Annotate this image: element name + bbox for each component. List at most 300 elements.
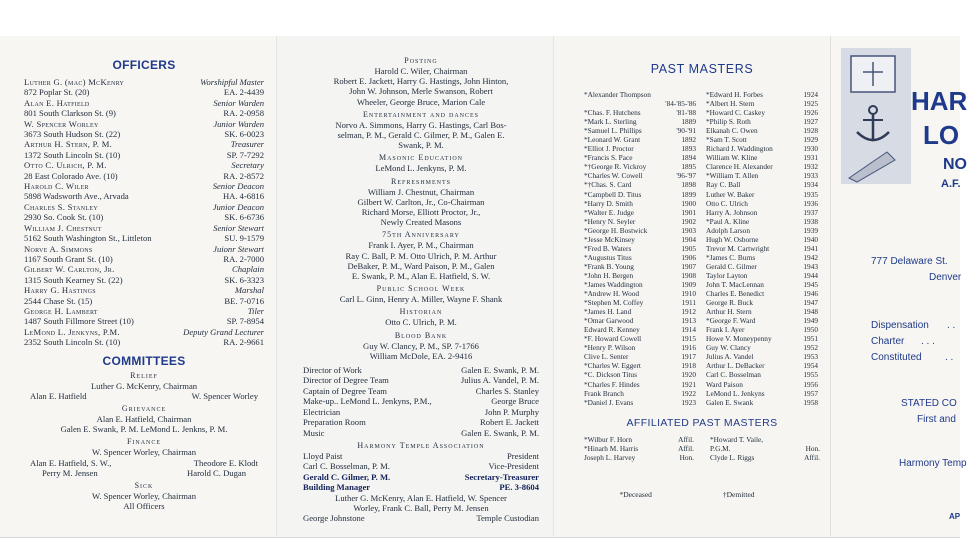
master-name: Clyde L. Riggs: [710, 452, 755, 462]
duty-role: Make-up.. LeMond L. Jenkyns, P.M.,: [303, 396, 432, 407]
master-name: *Augustus Titus: [584, 252, 632, 262]
past-master-row: [706, 343, 818, 352]
duty-role: Music: [303, 427, 325, 438]
harmony-label: Harmony Temple Association: [357, 440, 485, 450]
master-year: 1909: [681, 279, 696, 289]
master-name: *Henry P. Wilson: [584, 343, 636, 353]
past-master-row: [584, 226, 696, 235]
officer-phone: SK. 6-3323: [224, 274, 264, 285]
master-year: 1932: [803, 162, 818, 172]
master-name: *Samuel L. Phillips: [584, 126, 642, 136]
officer-phone: SU. 9-1579: [224, 233, 264, 244]
master-year: 1937: [803, 207, 818, 217]
officer-title: Worshipful Master: [200, 77, 264, 87]
relief-member-right: W. Spencer Worley: [191, 390, 258, 401]
master-year: 1943: [803, 261, 818, 271]
officer-address-row: [24, 233, 264, 243]
officer-address-row: [24, 191, 264, 201]
officer-row: [24, 77, 264, 87]
section-line: Frank I. Ayer, P. M., Chairman: [368, 240, 474, 251]
master-year: 1898: [681, 180, 696, 190]
finance-chair: W. Spencer Worley, Chairman: [92, 447, 196, 458]
past-master-row: [706, 389, 818, 398]
lodge-number: NO: [943, 156, 967, 173]
grievance-members: Galen E. Swank, P. M. LeMond L. Jenkns, P. M.: [60, 424, 228, 435]
officer-title: Senior Deacon: [212, 181, 264, 192]
officer-title: Senior Stewart: [213, 222, 264, 233]
relief-members: [24, 391, 264, 401]
master-year: 1940: [803, 234, 818, 244]
master-name: Ray C. Ball: [706, 180, 741, 190]
master-name: *Hinarh M. Harris: [584, 443, 639, 453]
harmony-row: [303, 472, 539, 482]
master-name: *Wilbur F. Horn: [584, 434, 632, 444]
affiliated-row: [584, 435, 694, 444]
past-master-row: [584, 99, 696, 108]
master-name: *George F. Ward: [706, 316, 756, 326]
finance-label: Finance: [126, 437, 162, 447]
section-label: Historian: [399, 307, 443, 317]
past-master-row: [584, 352, 696, 361]
officer-title: Juionr Stewart: [213, 243, 264, 254]
master-year: 1941: [803, 243, 818, 253]
master-name: *Daniel J. Evans: [584, 397, 634, 407]
officer-address: 28 East Colorado Ave. (10): [24, 170, 118, 181]
past-master-row: [584, 370, 696, 379]
officer-address: 2930 So. Cook St. (10): [24, 212, 104, 223]
section-label: Blood Bank: [394, 330, 448, 340]
legend: [584, 490, 820, 499]
duty-role: Preparation Room: [303, 417, 366, 428]
master-year: 1928: [803, 126, 818, 136]
master-year: 1895: [681, 162, 696, 172]
officer-address-row: [24, 150, 264, 160]
past-master-row: [584, 190, 696, 199]
master-name: *Harry D. Smith: [584, 198, 633, 208]
officer-name: Otto C. Ulrich, P. M.: [24, 160, 107, 171]
duty-role: Captain of Degree Team: [303, 385, 387, 396]
officer-phone: SP. 7-8954: [226, 316, 264, 327]
master-year: 1901: [681, 207, 696, 217]
section-label: Posting: [404, 56, 438, 65]
master-year: 1918: [681, 361, 696, 371]
officer-row: [24, 306, 264, 316]
past-master-row: [706, 90, 818, 99]
master-year: 1931: [803, 153, 818, 163]
section-line: Richard Morse, Elliott Proctor, Jr.,: [361, 207, 481, 218]
master-year: 1955: [803, 370, 818, 380]
master-name: *Leonard W. Grant: [584, 135, 641, 145]
section-line: Swank, P. M.: [398, 140, 444, 151]
master-name: Arthur H. Stern: [706, 307, 752, 317]
master-name: William W. Kline: [706, 153, 758, 163]
master-name: Carl C. Bosselman: [706, 370, 761, 380]
duty-row: [303, 365, 539, 375]
section-line: John W. Johnson, Merle Swanson, Robert: [349, 86, 493, 97]
harmony-name: Lloyd Paist: [303, 450, 343, 461]
past-master-row: [584, 271, 696, 280]
master-name: *James H. Land: [584, 307, 632, 317]
master-year: 1946: [803, 289, 818, 299]
master-name: Guy W. Clancy: [706, 343, 751, 353]
cover-panel: [830, 36, 967, 536]
cover-footer: AP: [949, 512, 961, 521]
officer-title: Chaplain: [232, 264, 264, 275]
past-master-row: [706, 361, 818, 370]
officer-row: [24, 285, 264, 295]
master-year: '96-'97: [676, 171, 696, 181]
past-master-row: [706, 171, 818, 180]
master-year: 1913: [681, 316, 696, 326]
past-master-row: [706, 325, 818, 334]
officer-row: [24, 98, 264, 108]
past-master-row: [706, 226, 818, 235]
master-year: 1930: [803, 144, 818, 154]
charter-dots: . . .: [921, 336, 935, 347]
officer-address-row: [24, 275, 264, 285]
master-year: 1923: [681, 397, 696, 407]
officers-panel: [0, 36, 276, 536]
officer-address: 5898 Wadsworth Ave., Arvada: [24, 191, 129, 202]
officer-phone: RA. 2-8572: [223, 170, 264, 181]
officer-address: 3673 South Hudson St. (22): [24, 129, 121, 140]
master-name: *Fred B. Waters: [584, 243, 632, 253]
harmony-title: President: [507, 450, 539, 461]
relief-member-left: Alan E. Hatfield: [30, 390, 87, 401]
affiliated-row: [710, 444, 820, 453]
master-name: *Alexander Thompson: [584, 90, 651, 99]
master-year: 1914: [681, 325, 696, 335]
officer-phone: SP. 7-7292: [226, 149, 264, 160]
relief-chair: Luther G. McKenry, Chairman: [90, 380, 198, 391]
past-master-row: [706, 253, 818, 262]
master-name: Frank I. Ayer: [706, 325, 745, 335]
officer-title: Junior Warden: [213, 118, 264, 129]
master-name: Otto C. Ulrich: [706, 198, 748, 208]
master-name: *Henry N. Seyler: [584, 216, 636, 226]
finance-member: Harold C. Dugan: [187, 467, 246, 478]
past-master-row: [706, 235, 818, 244]
grievance-label: Grievance: [121, 403, 167, 413]
section-line: Wheeler, George Bruce, Marion Cale: [356, 96, 486, 107]
constituted-label: Constituted: [871, 352, 922, 363]
master-year: 1954: [803, 361, 818, 371]
master-year: 1925: [803, 99, 818, 109]
officer-address: 5162 South Washington St., Littleton: [24, 233, 152, 244]
master-year: Hon.: [679, 452, 694, 462]
harmony-row: [303, 482, 539, 492]
master-name: George R. Buck: [706, 298, 754, 308]
past-master-row: [584, 208, 696, 217]
officer-name: Charles S. Stanley: [24, 201, 98, 212]
officer-title: Deputy Grand Lecturer: [183, 326, 264, 337]
past-master-row: [584, 108, 696, 117]
master-year: 1947: [803, 298, 818, 308]
past-master-row: [706, 316, 818, 325]
duty-person: Galen E. Swank, P. M.: [461, 365, 539, 376]
section-line: Robert E. Jackett, Harry G. Hastings, John Hinton,: [333, 76, 509, 87]
master-name: *Albert H. Stern: [706, 99, 755, 109]
committees-panel: [276, 36, 553, 536]
master-name: *Sam T. Scott: [706, 135, 747, 145]
past-master-row: [584, 289, 696, 298]
past-master-row: [706, 162, 818, 171]
officer-name: Harry G. Hastings: [24, 285, 96, 296]
officer-address-row: [24, 87, 264, 97]
constituted-dots: . .: [945, 352, 954, 363]
master-year: 1894: [681, 153, 696, 163]
master-name: *C. Dickson Titus: [584, 370, 637, 380]
harmony-row: [303, 451, 539, 461]
officer-phone: RA. 2-0958: [223, 108, 264, 119]
harmony-row: [303, 461, 539, 471]
master-year: 1926: [803, 108, 818, 118]
affiliated-row: [710, 453, 820, 462]
masonic-emblem-icon: [841, 48, 911, 184]
master-name: *Charles W. Cowell: [584, 171, 643, 181]
officer-name: Norve A. Simmons: [24, 243, 93, 254]
master-year: 1929: [803, 135, 818, 145]
master-name: Trevor M. Cartwright: [706, 243, 770, 253]
past-master-row: [584, 144, 696, 153]
past-master-row: [706, 244, 818, 253]
past-master-row: [706, 307, 818, 316]
past-master-row: [706, 398, 818, 407]
duty-person: Robert E. Jackett: [480, 417, 539, 428]
officer-phone: SK. 6-0023: [224, 129, 264, 140]
master-name: LeMond L. Jenkyns: [706, 388, 765, 398]
officer-row: [24, 160, 264, 170]
demitted-note: †Demitted: [722, 489, 755, 499]
master-year: 1934: [803, 180, 818, 190]
past-master-row: [584, 280, 696, 289]
master-year: 1953: [803, 352, 818, 362]
master-year: 1916: [681, 343, 696, 353]
section-line: E. Swank, P. M., Alan E. Hatfield, S. W.: [351, 271, 491, 282]
officer-phone: EA. 2-4439: [223, 87, 264, 98]
past-master-row: [706, 135, 818, 144]
master-name: *Mark L. Sterling: [584, 117, 637, 127]
past-master-row: [584, 380, 696, 389]
meeting-schedule: First and: [917, 414, 956, 425]
section-line: Norvo A. Simmons, Harry G. Hastings, Carl Bos-: [335, 119, 507, 130]
past-master-row: [584, 343, 696, 352]
master-name: Luther W. Baker: [706, 189, 755, 199]
master-name: Frank Branch: [584, 388, 624, 398]
past-master-row: [706, 298, 818, 307]
section-line: Newly Created Masons: [380, 217, 462, 228]
past-master-row: [584, 298, 696, 307]
master-name: *F. Howard Cowell: [584, 334, 642, 344]
past-master-row: [706, 199, 818, 208]
affiliated-row: [710, 435, 820, 444]
master-year: 1889: [681, 117, 696, 127]
master-year: 1956: [803, 379, 818, 389]
master-name: Howe V. Moneypenny: [706, 334, 772, 344]
duty-role: Director of Work: [303, 365, 362, 376]
duty-person: Galen E. Swank, P. M.: [461, 427, 539, 438]
past-master-row: [584, 325, 696, 334]
past-master-row: [706, 180, 818, 189]
officer-address-row: [24, 129, 264, 139]
officers-heading: OFFICERS: [112, 58, 176, 72]
officer-address: 1315 South Kearney St. (22): [24, 274, 123, 285]
master-year: 1911: [681, 298, 696, 308]
master-name: Hugh W. Osborne: [706, 234, 759, 244]
master-year: 1950: [803, 325, 818, 335]
section-line: William McDole, EA. 2-9416: [369, 350, 473, 361]
duty-person: George Bruce: [491, 396, 539, 407]
finance-member: Theodore E. Klodt: [193, 457, 258, 468]
lodge-affiliation: A.F.: [941, 178, 961, 190]
officer-name: William J. Chestnut: [24, 222, 102, 233]
master-name: *Elliot J. Proctor: [584, 144, 634, 154]
officer-name: Luther G. (mac) McKenry: [24, 77, 125, 87]
past-masters-right-column: [706, 90, 818, 407]
past-master-row: [584, 235, 696, 244]
master-year: 1945: [803, 279, 818, 289]
harmony-name: Building Manager: [303, 482, 371, 493]
master-name: Taylor Layton: [706, 270, 748, 280]
duty-row: [303, 417, 539, 427]
officer-address-row: [24, 337, 264, 347]
section-label: Refreshments: [390, 176, 451, 186]
past-master-row: [584, 162, 696, 171]
master-name: Richard J. Waddington: [706, 144, 773, 154]
master-name: Harry A. Johnson: [706, 207, 758, 217]
master-year: 1920: [681, 370, 696, 380]
duty-role: Electrician: [303, 406, 341, 417]
officer-address: 1167 South Grant St. (10): [24, 253, 113, 264]
master-year: 1933: [803, 171, 818, 181]
duty-row: [303, 428, 539, 438]
master-name: *Francis S. Pace: [584, 153, 633, 163]
section-line: Gilbert W. Carlton, Jr., Co-Chairman: [357, 196, 485, 207]
officer-phone: RA. 2-7000: [223, 253, 264, 264]
master-name: *Stephen M. Coffey: [584, 298, 644, 308]
past-master-row: [584, 389, 696, 398]
master-year: '84-'85-'86: [665, 99, 696, 109]
lodge-address: 777 Delaware St.: [871, 256, 948, 267]
master-year: 1902: [681, 216, 696, 226]
master-name: Charles E. Benedict: [706, 289, 765, 299]
master-year: 1922: [681, 388, 696, 398]
master-year: 1949: [803, 316, 818, 326]
officer-row: [24, 139, 264, 149]
lodge-title-line2: LO: [923, 120, 960, 150]
master-year: 1935: [803, 189, 818, 199]
officer-phone: SK. 6-6736: [224, 212, 264, 223]
past-master-row: [706, 271, 818, 280]
officer-row: [24, 244, 264, 254]
master-year: 1907: [681, 261, 696, 271]
master-year: Hon.: [805, 443, 820, 453]
past-master-row: [584, 307, 696, 316]
master-year: 1938: [803, 216, 818, 226]
officer-name: George H. Lambert: [24, 305, 98, 316]
master-year: 1924: [803, 90, 818, 99]
master-year: 1915: [681, 334, 696, 344]
officer-name: Alan E. Hatfield: [24, 97, 90, 108]
officer-row: [24, 264, 264, 274]
officer-address: 1487 South Fillmore Street (10): [24, 316, 134, 327]
section-line: Otto C. Ulrich, P. M.: [385, 317, 457, 328]
master-name: Arthur L. DeBacker: [706, 361, 765, 371]
master-year: 1908: [681, 270, 696, 280]
officer-title: Tiler: [247, 305, 264, 316]
meeting-place: Harmony Temp: [899, 458, 967, 469]
officer-title: Junior Deacon: [212, 201, 264, 212]
master-name: *Charles W. Eggert: [584, 361, 641, 371]
master-year: '81-'88: [676, 108, 696, 118]
past-master-row: [706, 352, 818, 361]
master-name: Ward Paison: [706, 379, 743, 389]
master-name: *Jesse McKinsey: [584, 234, 635, 244]
past-master-row: [584, 398, 696, 407]
master-name: *John H. Bergen: [584, 270, 634, 280]
dispensation-dots: . .: [947, 320, 956, 331]
past-master-row: [706, 262, 818, 271]
past-master-row: [706, 217, 818, 226]
deceased-note: *Deceased: [619, 489, 652, 499]
sick-members: All Officers: [123, 501, 165, 512]
harmony-custodian: [303, 513, 539, 523]
master-year: 1951: [803, 334, 818, 344]
affiliated-left-column: [584, 435, 694, 462]
master-name: *†George R. Vickroy: [584, 162, 647, 172]
officer-title: Marshal: [234, 285, 264, 296]
officer-phone: BE. 7-0716: [224, 295, 264, 306]
section-line: Harold C. Wiler, Chairman: [374, 66, 468, 76]
past-master-row: [706, 108, 818, 117]
master-name: Adolph Larson: [706, 225, 750, 235]
master-year: 1936: [803, 198, 818, 208]
officer-title: Senior Warden: [213, 97, 264, 108]
master-year: 1952: [803, 343, 818, 353]
master-name: *George H. Bostwick: [584, 225, 648, 235]
master-name: *William T. Allen: [706, 171, 759, 181]
officer-address: 2352 South Lincoln St. (10): [24, 337, 121, 348]
finance-member: Perry M. Jensen: [42, 467, 98, 478]
master-name: *Chas. F. Hutchens: [584, 108, 641, 118]
duty-row: [303, 375, 539, 385]
officer-address: 2544 Chase St. (15): [24, 295, 93, 306]
master-name: *†Chas. S. Card: [584, 180, 632, 190]
lodge-title-line1: HAR: [911, 86, 967, 116]
duties-list: [303, 365, 539, 438]
custodian-name: George Johnstone: [303, 512, 365, 523]
past-master-row: [706, 126, 818, 135]
past-master-row: [706, 289, 818, 298]
section-line: Carl L. Ginn, Henry A. Miller, Wayne F. Shank: [339, 294, 503, 305]
past-master-row: [584, 316, 696, 325]
past-master-row: [584, 135, 696, 144]
master-name: *James C. Burns: [706, 252, 756, 262]
harmony-title: PE. 3-8604: [499, 482, 539, 493]
officer-address: 1372 South Lincoln St. (10): [24, 149, 121, 160]
master-name: *Howard T. Vaile,: [710, 434, 764, 444]
lodge-city: Denver: [929, 272, 962, 283]
officer-name: Harold C. Wiler: [24, 181, 89, 192]
past-master-row: [584, 153, 696, 162]
master-name: *Campbell D. Titus: [584, 189, 642, 199]
past-master-row: [584, 334, 696, 343]
committee-sections: [303, 56, 539, 361]
sick-label: Sick: [134, 480, 154, 490]
past-masters-left-column: [584, 90, 696, 407]
master-year: 1910: [681, 289, 696, 299]
master-name: Clive L. Senter: [584, 352, 629, 362]
